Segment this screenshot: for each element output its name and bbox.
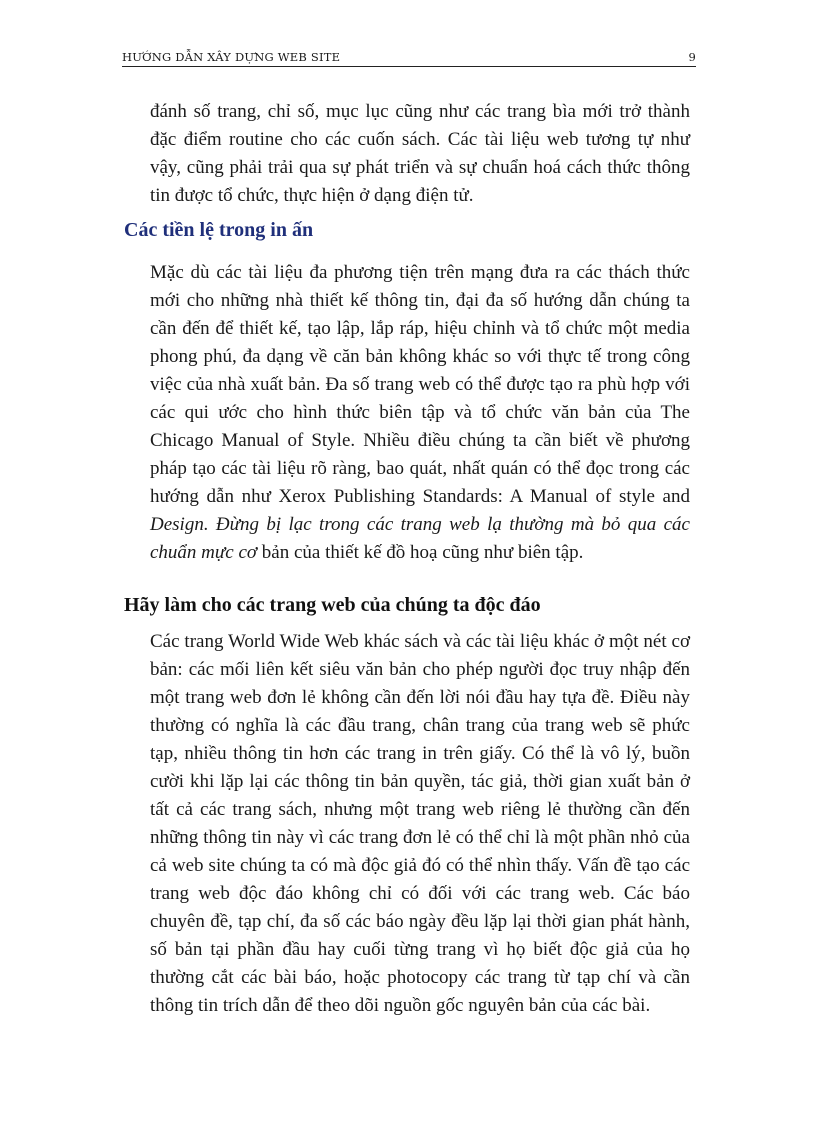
section-heading-print-precedents: Các tiền lệ trong in ấn bbox=[124, 219, 314, 241]
page-number: 9 bbox=[688, 50, 696, 64]
section-heading-unique-pages: Hãy làm cho các trang web của chúng ta độc đáo bbox=[124, 594, 541, 616]
print-precedents-text-end: bản của thiết kế đồ hoạ cũng như biên tập. bbox=[257, 542, 584, 563]
print-precedents-italic-text: Design. Đừng bị lạc trong các trang web lạ thường mà bỏ qua các chuẩn mực cơ bbox=[150, 514, 690, 563]
unique-pages-paragraph: Các trang World Wide Web khác sách và các tài liệu khác ở một nét cơ bản: các mối liên kết siêu văn bản cho phép người đọc truy nhập đến một trang web đơn lẻ không cần đến lời nói đầu hay tựa đề. Điều này thường có nghĩa là các đầu trang, chân trang của trang web sẽ phức tạp, nhiều thông tin hơn các trang in trên giấy. Có thể là vô lý, buồn cười khi lặp lại các thông tin bản quyền, tác giả, thời gian xuất bản ở tất cả các trang sách, nhưng một trang web riêng lẻ thường cần đến những thông tin này vì các trang đơn lẻ có thể chỉ là một phần nhỏ của cả web site chúng ta có mà độc giả đó có thể nhìn thấy. Vấn đề tạo các trang web độc đáo không chỉ có đối với các trang web. Các báo chuyên đề, tạp chí, đa số các báo ngày đều lặp lại thời gian phát hành, số bản tại phần đầu hay cuối từng trang vì họ biết độc giả của họ thường cắt các bài báo, hoặc photocopy các trang từ tạp chí và cần thông tin trích dẫn để theo dõi nguồn gốc nguyên bản của các bài. bbox=[150, 631, 690, 1016]
running-header bbox=[122, 48, 696, 67]
print-precedents-paragraph bbox=[150, 259, 690, 567]
running-header-title: HƯỚNG DẪN XÂY DỰNG WEB SITE bbox=[122, 50, 341, 64]
print-precedents-text-start: Mặc dù các tài liệu đa phương tiện trên mạng đưa ra các thách thức mới cho những nhà thiết kế thông tin, đại đa số hướng dẫn chúng ta cần đến để thiết kế, tạo lập, lắp ráp, hiệu chỉnh và tổ chức một media phong phú, đa dạng về căn bản không khác so với thực tế trong công việc của nhà xuất bản. Đa số trang web có thể được tạo ra phù hợp với các qui ước cho hình thức biên tập và tổ chức văn bản của The Chicago Manual of Style. Nhiều điều chúng ta cần biết về phương pháp tạo các tài liệu rõ ràng, bao quát, nhất quán có thể đọc trong các hướng dẫn như Xerox Publishing Standards: A Manual of style and bbox=[150, 262, 690, 507]
intro-paragraph: đánh số trang, chỉ số, mục lục cũng như các trang bìa mới trở thành đặc điểm routine cho các cuốn sách. Các tài liệu web tương tự như vậy, cũng phải trải qua sự phát triển và sự chuẩn hoá cách thức thông tin được tổ chức, thực hiện ở dạng điện tử. bbox=[150, 101, 690, 206]
